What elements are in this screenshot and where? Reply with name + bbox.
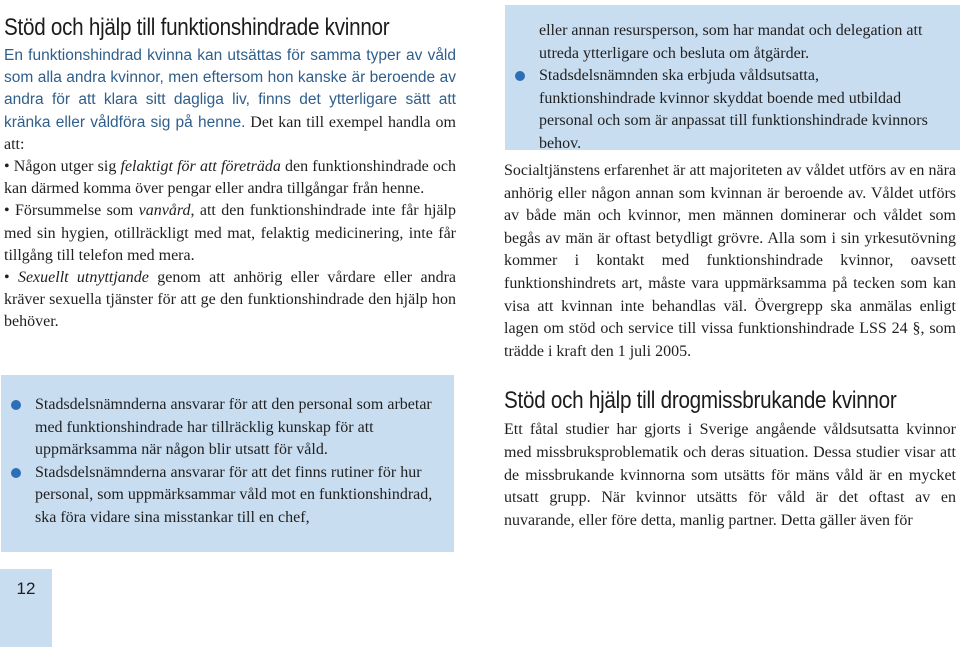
abuse-example-text: den funktionshindrade och kan därmed komma över pengar eller andra tillgångar från henne. <box>4 158 456 198</box>
left-column <box>4 14 456 334</box>
responsibility-item-text: Stadsdelsnämnderna ansvarar för att den personal som arbetar med funktionshindrade har tillräcklig kunskap för att uppmärksamma när någon blir utsatt för våld. <box>35 396 432 458</box>
bullet-dot-icon <box>11 468 21 478</box>
bullet-dot-icon <box>11 400 21 410</box>
section-heading-drug-abuse: Stöd och hjälp till drogmissbrukande kvinnor <box>504 387 897 415</box>
abuse-examples-list <box>4 156 456 334</box>
abuse-example-item <box>4 200 456 267</box>
abuse-example-prefix: • Någon utger sig <box>4 158 121 176</box>
bullet-dot-icon <box>515 71 525 81</box>
page-number: 12 <box>0 569 52 647</box>
abuse-example-item <box>4 267 456 334</box>
responsibility-item <box>9 462 434 530</box>
drug-abuse-paragraph: Ett fåtal studier har gjorts i Sverige angående våldsutsatta kvinnor med missbruksproblematik och deras situation. Dessa studier visar att de missbrukande kvinnorna som utsätts för mäns våld är en mycket utsatt grupp. När kvinnor utsätts för våld är det oftast av en nuvarande, eller före detta, manlig partner. Detta gäller även för <box>504 421 956 529</box>
right-column <box>504 160 956 532</box>
abuse-example-term: Sexuellt utnyttjande <box>17 269 149 287</box>
abuse-example-item <box>4 156 456 200</box>
responsibility-box-left <box>1 375 454 552</box>
responsibility-item <box>513 65 938 155</box>
responsibility-item-text: Stadsdelsnämnden ska erbjuda våldsutsatta, funktionshindrade kvinnor skyddat boende med utbildad personal och som är anpassat till funktionshindrade kvinnors behov. <box>539 67 928 152</box>
abuse-example-term: vanvård <box>138 202 191 220</box>
abuse-example-prefix: • Försummelse som <box>4 202 139 220</box>
intro-lead-text: En funktionshindrad kvinna kan utsättas för samma typer av våld som alla andra kvinnor, men eftersom hon kanske är beroende av andra för att klara sitt dagliga liv, finns det ytterligare sätt att kränka eller våldföra sig på henne. <box>4 47 456 131</box>
social-services-paragraph: Socialtjänstens erfarenhet är att majoriteten av våldet utförs av en nära anhörig eller någon annan som kvinnan är beroende av. Våldet utförs av både män och kvinnor, men männen dominerar och våldet som begås av män är oftast betydligt grövre. Alla som i sin yrkesutövning kommer i kontakt med funktionshindrade kvinnor, oavsett funktionshindrets art, måste vara uppmärksamma på tecken som kan visa att kvinnan inte behandlas väl. Övergrepp ska anmälas enligt lagen om stöd och service till vissa funktionshindrade LSS 24 §, som trädde i kraft den 1 juli 2005. <box>504 162 956 360</box>
abuse-example-prefix: • <box>4 269 18 287</box>
abuse-example-text: genom att anhörig eller vårdare eller andra kräver sexuella tjänster för att ge den funktionshindrade den hjälp hon behöver. <box>4 269 457 331</box>
responsibility-list-right <box>513 65 938 155</box>
abuse-example-term: felaktigt för att företräda <box>120 158 281 176</box>
box-continuation-text: eller annan resursperson, som har mandat och delegation att utreda ytterligare och besluta om åtgärder. <box>539 22 923 62</box>
responsibility-item <box>9 394 434 462</box>
intro-tail-text: Det kan till exempel handla om att: <box>4 113 456 153</box>
section-heading-functionally-disabled: Stöd och hjälp till funktionshindrade kvinnor <box>4 14 390 41</box>
intro-paragraph <box>4 45 456 156</box>
responsibility-item-text: Stadsdelsnämnderna ansvarar för att det finns rutiner för hur personal, som uppmärksammar våld mot en funktionshindrad, ska föra vidare sina misstankar till en chef, <box>35 463 433 526</box>
responsibility-box-right <box>505 5 960 150</box>
responsibility-list-left <box>1 375 454 529</box>
abuse-example-text: , att den funktionshindrade inte får hjälp med sin hygien, otillräckligt med mat, felaktig medicinering, inte får tillgång till telefon med mera. <box>4 202 456 264</box>
